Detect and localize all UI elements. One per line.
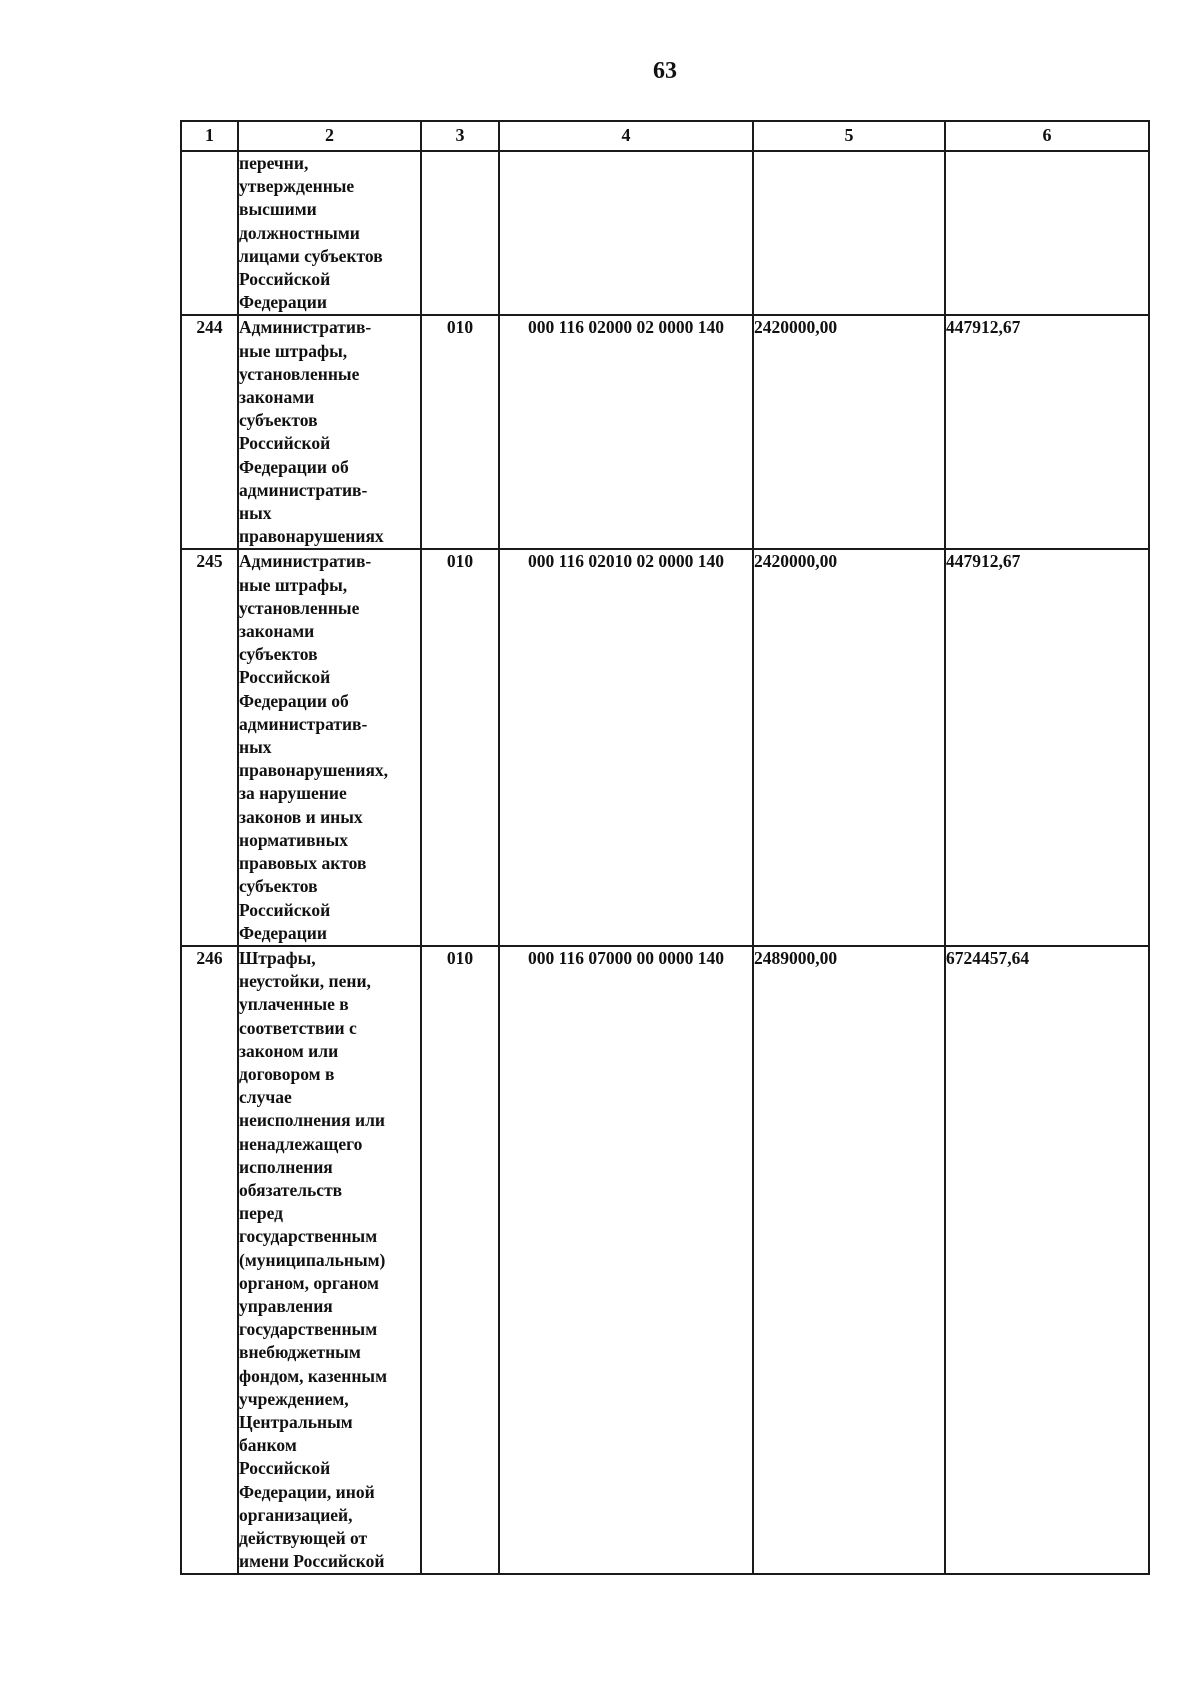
row-name-line: имени Российской [239, 1551, 385, 1572]
row-actual-amount: 447912,67 [945, 315, 1149, 549]
row-name-line: уплаченные в [239, 994, 349, 1015]
row-name-line: банком [239, 1435, 297, 1456]
row-name-line: ные штрафы, [239, 340, 348, 361]
row-planned-amount: 2420000,00 [753, 549, 945, 945]
row-name-line: установленные [239, 363, 360, 384]
row-name-line: законами [239, 621, 315, 642]
row-number: 244 [181, 315, 238, 549]
row-name-line: административ- [239, 713, 368, 734]
row-name-line: субъектов [239, 876, 318, 897]
row-name-line: Федерации об [239, 456, 349, 477]
row-actual-amount [945, 151, 1149, 315]
row-name-line: Центральным [239, 1411, 353, 1432]
row-name-line: утвержденные [239, 176, 355, 197]
table-row [181, 151, 1149, 315]
row-name-line: исполнения [239, 1156, 333, 1177]
row-name-line: законом или [239, 1040, 339, 1061]
page-number: 63 [653, 58, 677, 84]
row-name-line: Федерации об [239, 690, 349, 711]
row-name-line: нормативных [239, 829, 349, 850]
row-name-line: Федерации [239, 922, 327, 943]
row-number: 245 [181, 549, 238, 945]
row-name-line: случае [239, 1087, 292, 1108]
row-name-line: Российской [239, 667, 331, 688]
row-name-line: установленные [239, 597, 360, 618]
row-name-line: внебюджетным [239, 1342, 361, 1363]
column-header-4: 4 [499, 121, 753, 151]
row-name-line: государственным [239, 1319, 378, 1340]
row-admin-code [421, 151, 499, 315]
row-admin-code: 010 [421, 549, 499, 945]
row-name-line: неисполнения или [239, 1110, 385, 1131]
row-number: 246 [181, 946, 238, 1574]
row-actual-amount: 6724457,64 [945, 946, 1149, 1574]
row-name-line: законами [239, 387, 315, 408]
row-name-line: Федерации [239, 292, 327, 313]
row-name-line: соответствии с [239, 1017, 357, 1038]
row-budget-code: 000 116 02000 02 0000 140 [499, 315, 753, 549]
row-name-line: фондом, казенным [239, 1365, 387, 1386]
row-name-line: ные штрафы, [239, 574, 348, 595]
row-name-line: за нарушение [239, 783, 347, 804]
table-row [181, 946, 1149, 1574]
table-row [181, 549, 1149, 945]
row-name-line: (муниципальным) [239, 1249, 386, 1270]
column-header-1: 1 [181, 121, 238, 151]
row-name-line: управления [239, 1295, 333, 1316]
row-name-line: перечни, [239, 153, 309, 173]
row-name-line: Административ- [239, 551, 372, 572]
row-admin-code: 010 [421, 946, 499, 1574]
budget-table [180, 120, 1150, 1575]
table-body [181, 151, 1149, 1574]
row-name-line: лицами субъектов [239, 245, 383, 266]
column-header-2: 2 [238, 121, 421, 151]
row-name [238, 549, 421, 945]
row-name-line: перед [239, 1203, 283, 1224]
column-header-6: 6 [945, 121, 1149, 151]
row-name-line: Штрафы, [239, 947, 316, 968]
row-name-line: Федерации, иной [239, 1481, 375, 1502]
row-name-line: Российской [239, 269, 331, 290]
row-name-line: правонарушениях [239, 526, 384, 547]
row-name-line: правонарушениях, [239, 760, 389, 781]
row-name-line: организацией, [239, 1504, 353, 1525]
row-name-line: ных [239, 737, 272, 758]
column-header-5: 5 [753, 121, 945, 151]
row-name-line: действующей от [239, 1527, 368, 1548]
row-number [181, 151, 238, 315]
row-planned-amount: 2420000,00 [753, 315, 945, 549]
row-name [238, 946, 421, 1574]
row-name-line: субъектов [239, 644, 318, 665]
row-name-line: договором в [239, 1063, 335, 1084]
row-name-line: Российской [239, 899, 331, 920]
row-name-line: органом, органом [239, 1272, 379, 1293]
row-name-line: субъектов [239, 410, 318, 431]
row-name-text [239, 947, 420, 1573]
row-name-line: высшими [239, 199, 317, 220]
row-name [238, 315, 421, 549]
row-name-line: Российской [239, 433, 331, 454]
row-name-text [239, 550, 420, 944]
row-name-line: Российской [239, 1458, 331, 1479]
row-planned-amount: 2489000,00 [753, 946, 945, 1574]
row-budget-code: 000 116 02010 02 0000 140 [499, 549, 753, 945]
header-row [181, 121, 1149, 151]
row-budget-code [499, 151, 753, 315]
row-actual-amount: 447912,67 [945, 549, 1149, 945]
row-name-line: должностными [239, 222, 360, 243]
row-name-line: ненадлежащего [239, 1133, 363, 1154]
row-name-line: законов и иных [239, 806, 363, 827]
row-planned-amount [753, 151, 945, 315]
row-name-text [239, 152, 420, 314]
row-name-line: Административ- [239, 317, 372, 338]
row-name-line: ных [239, 503, 272, 524]
row-name-line: учреждением, [239, 1388, 349, 1409]
row-name-line: правовых актов [239, 853, 367, 874]
row-admin-code: 010 [421, 315, 499, 549]
row-name-text [239, 316, 420, 548]
row-name-line: административ- [239, 479, 368, 500]
row-name-line: обязательств [239, 1179, 343, 1200]
column-header-3: 3 [421, 121, 499, 151]
row-name-line: государственным [239, 1226, 378, 1247]
row-name [238, 151, 421, 315]
row-budget-code: 000 116 07000 00 0000 140 [499, 946, 753, 1574]
table-row [181, 315, 1149, 549]
row-name-line: неустойки, пени, [239, 971, 371, 992]
